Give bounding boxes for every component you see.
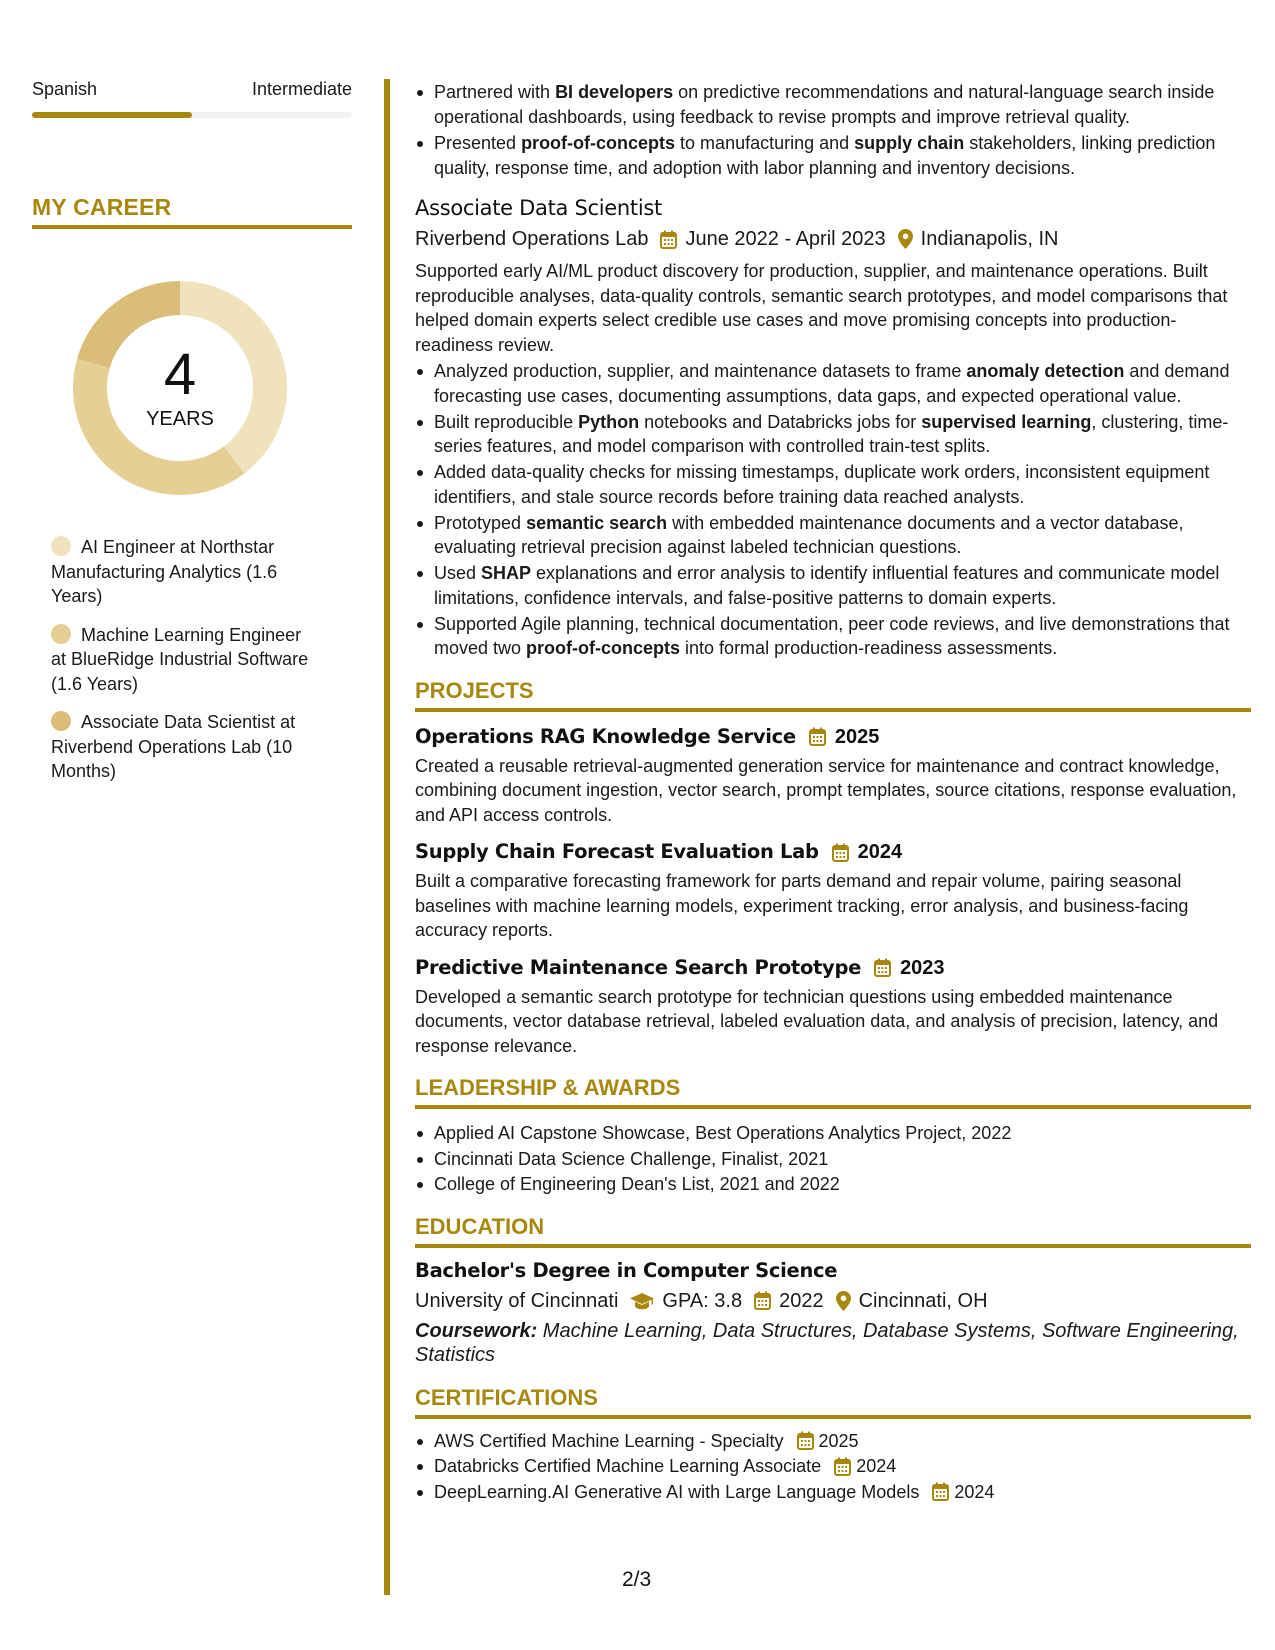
education-meta bbox=[415, 1287, 1251, 1315]
certification-year: 2025 bbox=[818, 1430, 859, 1451]
bullet-segment: into formal production-readiness assessments. bbox=[680, 638, 1058, 658]
career-legend-label: AI Engineer at Northstar Manufacturing Analytics (1.6 Years) bbox=[51, 537, 278, 606]
awards-list bbox=[415, 1121, 1251, 1197]
certifications-heading: CERTIFICATIONS bbox=[415, 1384, 1251, 1419]
bullet-segment: Supported Agile planning, technical documentation, peer code reviews, and live demonstrations that moved two bbox=[434, 613, 1230, 658]
job-meta bbox=[415, 225, 1251, 253]
bullet-segment: supervised learning bbox=[921, 411, 1092, 432]
career-total-unit: YEARS bbox=[146, 408, 214, 430]
coursework-list: Machine Learning, Data Structures, Database Systems, Software Engineering, Statistics bbox=[415, 1319, 1239, 1366]
project-title-row bbox=[415, 724, 1251, 750]
certification-item bbox=[415, 1429, 1251, 1454]
list-item bbox=[415, 359, 1251, 408]
bullet-segment: Used bbox=[434, 563, 482, 583]
bullet-segment: BI developers bbox=[555, 82, 674, 102]
language-level: Intermediate bbox=[251, 79, 352, 99]
career-legend-label: Machine Learning Engineer at BlueRidge Industrial Software (1.6 Years) bbox=[51, 624, 309, 694]
education-degree: Bachelor's Degree in Computer Science bbox=[415, 1258, 838, 1282]
education-gpa: GPA: 3.8 bbox=[662, 1289, 743, 1312]
project-title-row bbox=[415, 955, 1251, 981]
job-title: Associate Data Scientist bbox=[415, 196, 662, 220]
list-item bbox=[415, 511, 1251, 560]
career-legend-item bbox=[51, 535, 317, 609]
certification-name: AWS Certified Machine Learning - Specialty bbox=[434, 1430, 784, 1451]
project-year: 2024 bbox=[857, 841, 903, 863]
career-legend-label: Associate Data Scientist at Riverbend Operations Lab (10 Months) bbox=[51, 712, 296, 781]
calendar-icon bbox=[874, 958, 891, 977]
language-proficiency-fill bbox=[32, 112, 192, 118]
left-column bbox=[32, 78, 352, 798]
job-dates: June 2022 - April 2023 bbox=[685, 228, 886, 250]
legend-dot bbox=[51, 711, 71, 731]
bullet-segment: notebooks and Databricks jobs for bbox=[639, 411, 922, 432]
career-donut-chart bbox=[65, 273, 295, 503]
map-pin-icon bbox=[836, 1291, 851, 1311]
project-title: Operations RAG Knowledge Service bbox=[415, 724, 796, 748]
right-column bbox=[415, 80, 1251, 1505]
project-description: Developed a semantic search prototype for technician questions using embedded maintenance documents, vector database retrieval, labeled evaluation data, and analysis of precision, latency, and response relevance. bbox=[415, 986, 1219, 1056]
column-divider bbox=[384, 79, 390, 1595]
job-company: Riverbend Operations Lab bbox=[415, 228, 649, 250]
certification-year: 2024 bbox=[954, 1481, 995, 1502]
career-heading: MY CAREER bbox=[32, 194, 352, 229]
bullet-segment: proof-of-concepts bbox=[526, 638, 681, 658]
award-item: Cincinnati Data Science Challenge, Finalist, 2021 bbox=[415, 1147, 1251, 1172]
project-year: 2025 bbox=[834, 725, 880, 748]
award-item: Applied AI Capstone Showcase, Best Operations Analytics Project, 2022 bbox=[415, 1121, 1251, 1146]
bullet-segment: semantic search bbox=[526, 512, 668, 533]
certification-item bbox=[415, 1480, 1251, 1505]
bullet-segment: , clustering, time-series features, and model comparison with controlled train-test splits. bbox=[434, 411, 1229, 456]
list-item bbox=[415, 131, 1251, 180]
job-summary: Supported early AI/ML product discovery for production, supplier, and maintenance operations. Built reproducible analyses, data-quality controls, semantic search prototypes, and model comparisons that helped domain experts select credible use cases and move promising concepts into production-readiness review. bbox=[415, 261, 1228, 355]
project-title-row bbox=[415, 839, 1251, 865]
calendar-icon bbox=[797, 1431, 814, 1450]
bullet-segment: Partnered with bbox=[434, 82, 556, 102]
job-bullets bbox=[415, 359, 1251, 661]
list-item bbox=[415, 410, 1251, 459]
education-school: University of Cincinnati bbox=[415, 1289, 619, 1312]
language-row bbox=[32, 78, 352, 100]
bullet-segment: Python bbox=[578, 411, 640, 432]
awards-heading: LEADERSHIP & AWARDS bbox=[415, 1074, 1251, 1109]
career-donut-center bbox=[65, 273, 295, 503]
bullet-segment: with embedded maintenance documents and a vector database, evaluating retrieval precision against labeled technician questions. bbox=[434, 512, 1184, 557]
list-item bbox=[415, 561, 1251, 610]
bullet-segment: and demand forecasting use cases, documenting assumptions, data gaps, and expected operational value. bbox=[434, 361, 1230, 406]
project-description: Created a reusable retrieval-augmented generation service for maintenance and contract knowledge, combining document ingestion, vector search, prompt templates, source citations, response evaluation, and API access controls. bbox=[415, 755, 1237, 825]
bullet-segment: Presented bbox=[434, 133, 522, 153]
map-pin-icon bbox=[898, 229, 913, 249]
bullet-segment: Built reproducible bbox=[434, 411, 579, 432]
education-year: 2022 bbox=[779, 1289, 824, 1312]
project-year: 2023 bbox=[900, 956, 945, 979]
project-entry bbox=[415, 839, 1251, 943]
certification-item bbox=[415, 1454, 1251, 1479]
bullet-segment: on predictive recommendations and natural-language search inside operational dashboards, using feedback to revise prompts and improve retrieval quality. bbox=[434, 82, 1215, 127]
graduation-cap-icon bbox=[630, 1292, 654, 1310]
certification-name: Databricks Certified Machine Learning Associate bbox=[434, 1456, 822, 1476]
education-coursework bbox=[415, 1319, 1251, 1368]
award-item: College of Engineering Dean's List, 2021 and 2022 bbox=[415, 1172, 1251, 1197]
bullet-segment: stakeholders, linking prediction quality, response time, and adoption with labor planning and inventory decisions. bbox=[434, 133, 1216, 178]
education-location: Cincinnati, OH bbox=[858, 1289, 988, 1312]
project-entry bbox=[415, 955, 1251, 1059]
certification-year: 2024 bbox=[856, 1456, 897, 1476]
projects-list bbox=[415, 724, 1251, 1059]
calendar-icon bbox=[809, 727, 826, 746]
projects-heading: PROJECTS bbox=[415, 677, 1251, 712]
bullet-segment: to manufacturing and bbox=[675, 133, 855, 153]
project-title: Predictive Maintenance Search Prototype bbox=[415, 955, 862, 979]
career-legend-item bbox=[51, 623, 317, 697]
career-legend-item bbox=[51, 710, 317, 784]
job-location: Indianapolis, IN bbox=[920, 228, 1059, 250]
project-title: Supply Chain Forecast Evaluation Lab bbox=[415, 840, 819, 863]
calendar-icon bbox=[754, 1291, 771, 1310]
bullet-segment: explanations and error analysis to identify influential features and communicate model limitations, confidence intervals, and false-positive patterns to domain experts. bbox=[434, 563, 1220, 608]
project-entry bbox=[415, 724, 1251, 828]
bullet-segment: supply chain bbox=[854, 133, 965, 153]
calendar-icon bbox=[932, 1482, 949, 1501]
bullet-segment: proof-of-concepts bbox=[521, 133, 676, 153]
list-item bbox=[415, 80, 1251, 129]
calendar-icon bbox=[832, 843, 849, 862]
legend-dot bbox=[51, 624, 71, 644]
bullet-segment: anomaly detection bbox=[966, 361, 1125, 381]
career-legend bbox=[32, 535, 317, 784]
bullet-segment: Prototyped bbox=[434, 512, 527, 533]
list-item bbox=[415, 612, 1251, 661]
coursework-label: Coursework: bbox=[415, 1319, 538, 1342]
list-item bbox=[415, 460, 1251, 509]
calendar-icon bbox=[660, 230, 677, 249]
education-heading: EDUCATION bbox=[415, 1213, 1251, 1248]
language-name: Spanish bbox=[32, 79, 98, 99]
bullet-segment: Analyzed production, supplier, and maintenance datasets to frame bbox=[434, 361, 967, 381]
previous-job-bullets bbox=[415, 80, 1251, 180]
project-description: Built a comparative forecasting framework for parts demand and repair volume, pairing seasonal baselines with machine learning models, experiment tracking, error analysis, and business-facing accuracy reports. bbox=[415, 871, 1189, 940]
certification-name: DeepLearning.AI Generative AI with Large Language Models bbox=[434, 1481, 920, 1502]
bullet-segment: Added data-quality checks for missing timestamps, duplicate work orders, inconsistent equipment identifiers, and stale source records before training data reached analysts. bbox=[434, 462, 1210, 507]
page-number: 2/3 bbox=[622, 1568, 652, 1591]
legend-dot bbox=[51, 536, 71, 556]
career-total-number: 4 bbox=[163, 342, 197, 407]
bullet-segment: SHAP bbox=[481, 563, 532, 583]
certifications-list bbox=[415, 1429, 1251, 1505]
calendar-icon bbox=[834, 1457, 851, 1476]
language-proficiency-bar bbox=[32, 112, 352, 118]
